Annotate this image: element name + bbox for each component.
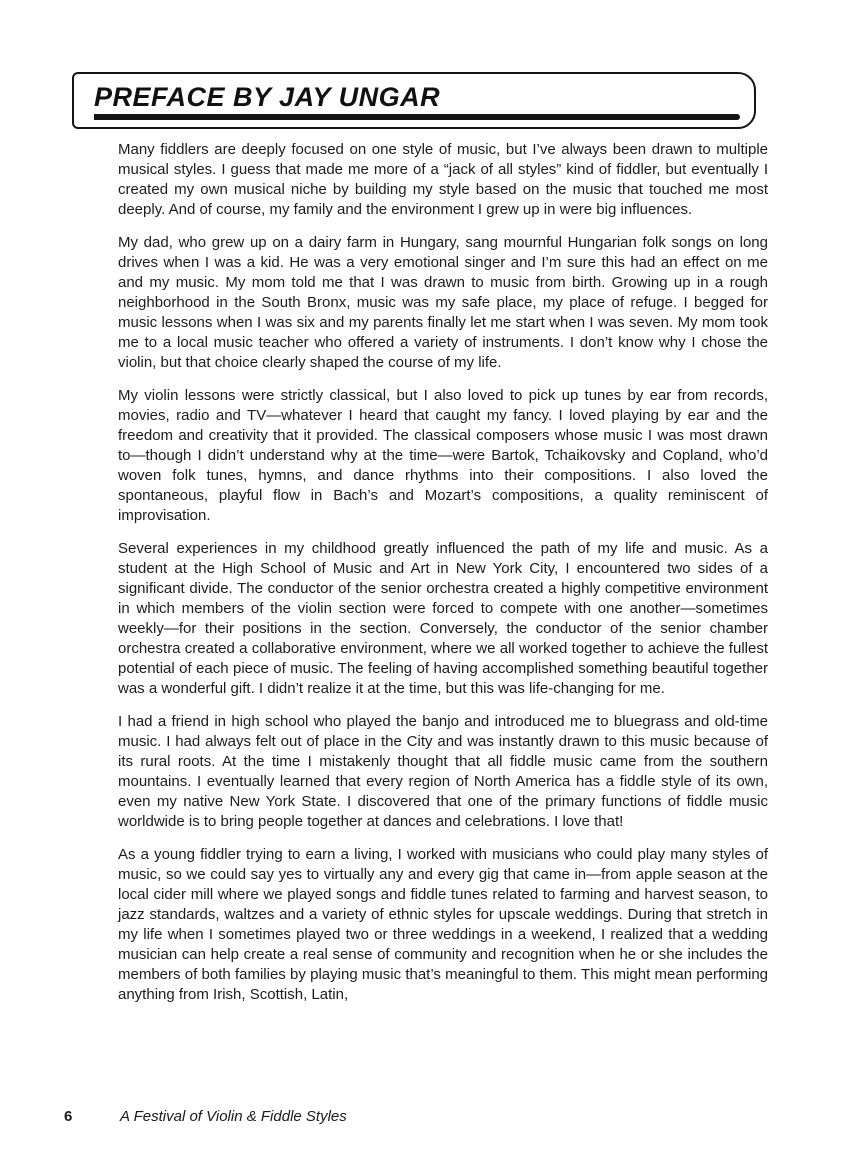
paragraph: As a young fiddler trying to earn a living, I worked with musicians who could play many styles of music, so we could say yes to virtually any and every gig that came in—from apple season at the local cider mill where we played songs and fiddle tunes related to farming and harvest season, to jazz standards, waltzes and a variety of ethnic styles for upscale weddings. During that stretch in my life when I sometimes played two or three weddings in a weekend, I realized that a wedding musician can help create a real sense of community and recognition when he or she includes the members of both families by playing music that’s meaningful to them. This might mean performing anything from Irish, Scottish, Latin,: [118, 846, 768, 1003]
paragraph: My violin lessons were strictly classical, but I also loved to pick up tunes by ear from records, movies, radio and TV—whatever I heard that caught my fancy. I loved playing by ear and the freedom and creativity that it provided. The classical composers whose music I was most drawn to—though I didn’t understand why at the time—were Bartok, Tchaikovsky and Copland, who’d woven folk tunes, hymns, and dance rhythms into their compositions. I also loved the spontaneous, playful flow in Bach’s and Mozart’s compositions, a quality reminiscent of improvisation.: [118, 387, 768, 524]
page-footer: [64, 1108, 784, 1125]
preface-body: [118, 140, 768, 1018]
page-title: PREFACE BY JAY UNGAR: [94, 82, 441, 112]
title-underline: [94, 114, 740, 120]
book-title: A Festival of Violin & Fiddle Styles: [120, 1108, 347, 1125]
paragraph: My dad, who grew up on a dairy farm in Hungary, sang mournful Hungarian folk songs on long drives when I was a kid. He was a very emotional singer and I’m sure this had an effect on me and my music. My mom told me that I was drawn to music from birth. Growing up in a rough neighborhood in the South Bronx, music was my safe place, my place of refuge. I begged for music lessons when I was six and my parents finally let me start when I was seven. My mom took me to a local music teacher who offered a variety of instruments. I don’t know why I chose the violin, but that choice clearly shaped the course of my life.: [118, 234, 768, 371]
paragraph: I had a friend in high school who played the banjo and introduced me to bluegrass and old-time music. I had always felt out of place in the City and was instantly drawn to this music because of its rural roots. At the time I mistakenly thought that all fiddle music came from the southern mountains. I eventually learned that every region of North America has a fiddle style of its own, even my native New York State. I discovered that one of the primary functions of fiddle music worldwide is to bring people together at dances and celebrations. I love that!: [118, 713, 768, 830]
title-box: [72, 72, 756, 129]
paragraph: Many fiddlers are deeply focused on one style of music, but I’ve always been drawn to multiple musical styles. I guess that made me more of a “jack of all styles” kind of fiddler, but eventually I created my own musical niche by building my style based on the music that touched me most deeply. And of course, my family and the environment I grew up in were big influences.: [118, 141, 768, 218]
page-number: 6: [64, 1108, 73, 1125]
paragraph: Several experiences in my childhood greatly influenced the path of my life and music. As a student at the High School of Music and Art in New York City, I encountered two sides of a significant divide. The conductor of the senior orchestra created a highly competitive environment in which members of the violin section were forced to compete with one another—sometimes weekly—for their positions in the section. Conversely, the conductor of the senior chamber orchestra created a collaborative environment, where we all worked together to achieve the fullest potential of each piece of music. The feeling of having accomplished something beautiful together was a wonderful gift. I didn’t realize it at the time, but this was life-changing for me.: [118, 540, 768, 697]
